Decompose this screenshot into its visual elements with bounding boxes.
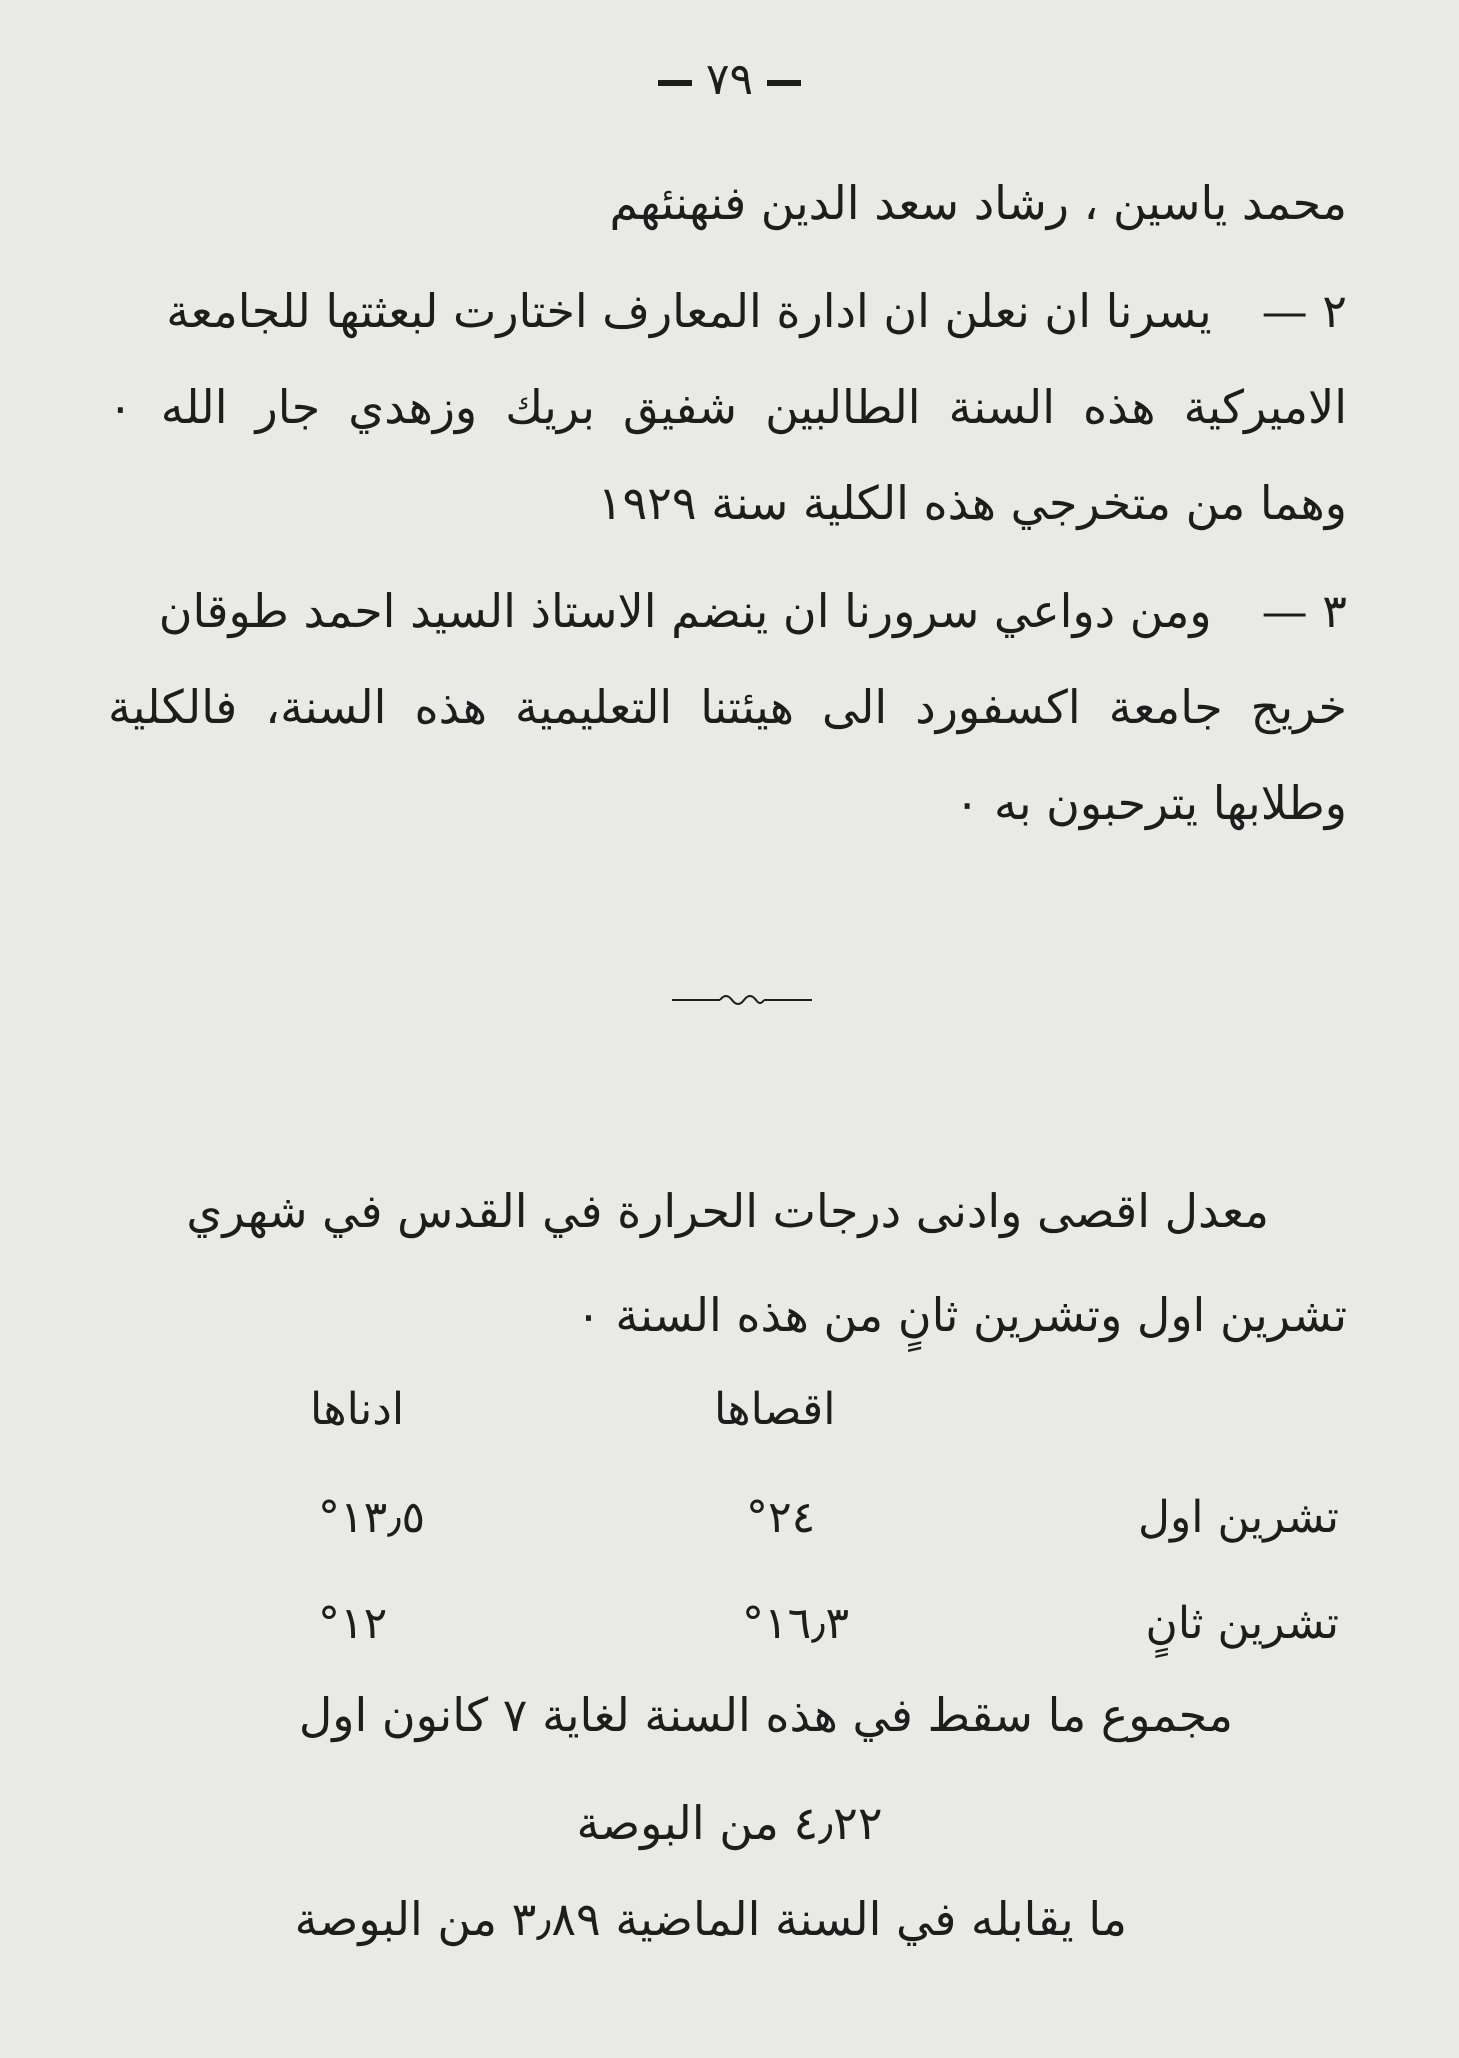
paragraph-line: الاميركية هذه السنة الطالبين شفيق بريك وزهدي جار الله ٠	[108, 380, 1347, 434]
rainfall-line: ما يقابله في السنة الماضية ٣٫٨٩ من البوصة	[294, 1892, 1127, 1946]
paragraph-line	[159, 576, 1347, 646]
paragraph-line: وطلابها يترحبون به ٠	[954, 776, 1347, 830]
page-number: ٧٩	[705, 54, 754, 105]
table-cell-min: ١٣٫٥°	[318, 1492, 426, 1543]
column-header-min: ادناها	[310, 1384, 405, 1435]
paragraph-text: يسرنا ان نعلن ان ادارة المعارف اختارت لبعثتها للجامعة	[166, 284, 1212, 338]
table-cell-min: ١٢°	[318, 1598, 388, 1649]
temperature-intro: تشرين اول وتشرين ثانٍ من هذه السنة ٠	[576, 1288, 1347, 1342]
temperature-intro: معدل اقصى وادنى درجات الحرارة في القدس في شهري	[186, 1184, 1269, 1238]
section-divider	[672, 990, 812, 1010]
page-header	[0, 50, 1459, 110]
item-number: ٣ —	[1261, 584, 1347, 638]
rainfall-line: ٤٫٢٢ من البوصة	[576, 1796, 883, 1850]
column-header-max: اقصاها	[714, 1384, 836, 1435]
table-cell-max: ٢٤°	[746, 1492, 816, 1543]
item-number: ٢ —	[1261, 284, 1347, 338]
paragraph-line	[166, 276, 1347, 346]
rainfall-line: مجموع ما سقط في هذه السنة لغاية ٧ كانون اول	[298, 1688, 1233, 1742]
paragraph-text: ومن دواعي سرورنا ان ينضم الاستاذ السيد احمد طوقان	[158, 584, 1212, 638]
paragraph-line: خريج جامعة اكسفورد الى هيئتنا التعليمية هذه السنة، فالكلية	[108, 680, 1347, 734]
table-row-month: تشرين اول	[1138, 1492, 1339, 1543]
paragraph-line: وهما من متخرجي هذه الكلية سنة ١٩٢٩	[597, 476, 1347, 530]
table-row-month: تشرين ثانٍ	[1145, 1598, 1339, 1649]
paragraph-line: محمد ياسين ، رشاد سعد الدين فنهنئهم	[609, 176, 1347, 230]
header-dash-right	[767, 80, 801, 86]
header-dash-left	[658, 80, 692, 86]
table-cell-max: ١٦٫٣°	[742, 1598, 850, 1649]
